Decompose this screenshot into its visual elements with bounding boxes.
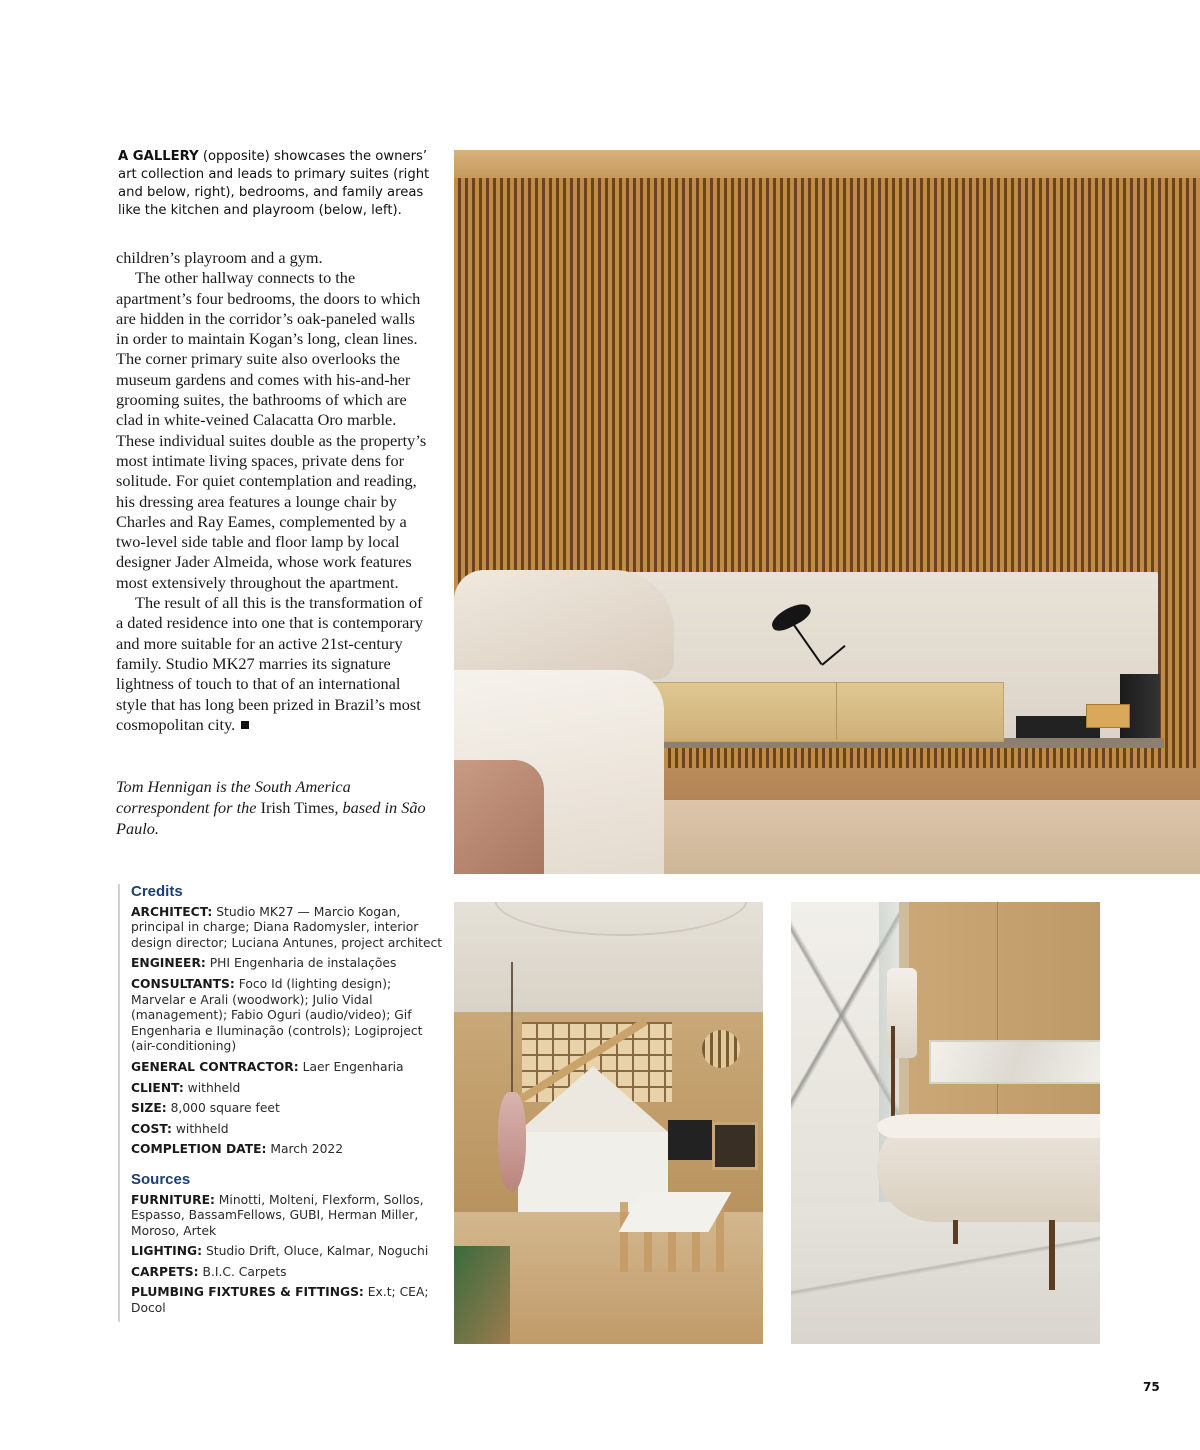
- credit-value: March 2022: [266, 1142, 344, 1157]
- source-key: PLUMBING FIXTURES & FITTINGS:: [131, 1285, 364, 1300]
- credits-sidebar: [118, 884, 443, 1322]
- author-bio: [116, 776, 428, 839]
- credit-value: Foco Id (lighting design); Marvelar e Arali (woodwork); Julio Vidal (management); Fabio Oguri (audio/video); Gif Engenharia e Iluminação (controls); Logiproject (air-conditioning): [131, 976, 423, 1054]
- article-body: [116, 248, 428, 735]
- credit-key: GENERAL CONTRACTOR:: [131, 1059, 299, 1074]
- credit-item: [131, 1101, 443, 1117]
- playhouse-roof: [518, 1066, 668, 1132]
- photo-caption: [118, 148, 436, 220]
- caption-text: (opposite) showcases the owners’ art collection and leads to primary suites (right and below, right), bedrooms, and family areas like the kitchen and playroom (below, left).: [118, 149, 430, 218]
- bathtub-rim: [877, 1114, 1100, 1138]
- drawer-seam: [836, 682, 837, 740]
- source-item: [131, 1244, 443, 1260]
- credit-value: Studio MK27 — Marcio Kogan, principal in charge; Diana Radomysler, interior design director; Luciana Antunes, project architect: [131, 904, 443, 950]
- credit-item: [131, 1122, 443, 1138]
- credit-value: withheld: [171, 1121, 229, 1136]
- credit-value: withheld: [183, 1080, 241, 1095]
- ceiling-band: [454, 150, 1200, 178]
- article-paragraph-3-text: The result of all this is the transformation of a dated residence into one that is contemporary and more suitable for an active 21st-century family. Studio MK27 marries its signature lightness of touch to that of an international style that has long been prized in Brazil’s most cosmopolitan city.: [116, 593, 423, 734]
- bio-publication: Irish Times: [260, 798, 335, 817]
- source-item: [131, 1265, 443, 1281]
- chalkboard: [712, 1122, 758, 1170]
- playhouse-door: [668, 1120, 712, 1160]
- credit-item: [131, 1081, 443, 1097]
- bio-text-a: Tom Hennigan is the South America correspondent for the: [116, 777, 351, 817]
- end-mark-icon: [241, 721, 249, 729]
- toy-table: [454, 1246, 510, 1344]
- bio-text-b: , based in São Paulo.: [116, 798, 426, 838]
- round-window: [702, 1030, 740, 1068]
- tub-leg: [1049, 1220, 1055, 1290]
- hanging-hammock: [498, 1092, 526, 1192]
- source-item: [131, 1193, 443, 1240]
- rug: [604, 800, 1200, 874]
- credit-item: [131, 977, 443, 1055]
- hammock-rope: [511, 962, 513, 1094]
- credit-key: COST:: [131, 1121, 172, 1136]
- credit-key: CONSULTANTS:: [131, 976, 235, 991]
- source-value: Studio Drift, Oluce, Kalmar, Noguchi: [202, 1244, 429, 1259]
- credit-item: [131, 905, 443, 952]
- article-paragraph-3: [116, 593, 428, 735]
- credit-key: ARCHITECT:: [131, 904, 213, 919]
- page-number: 75: [1143, 1380, 1160, 1394]
- blanket: [454, 760, 544, 874]
- faucet-icon: [891, 1026, 895, 1116]
- credit-item: [131, 1142, 443, 1158]
- source-key: CARPETS:: [131, 1264, 199, 1279]
- credit-key: ENGINEER:: [131, 956, 206, 971]
- bathroom-photo: [791, 902, 1100, 1344]
- credit-key: CLIENT:: [131, 1080, 184, 1095]
- bedroom-photo: [454, 150, 1200, 874]
- credit-value: 8,000 square feet: [166, 1101, 280, 1116]
- tub-leg: [953, 1220, 958, 1244]
- article-paragraph-1: children’s playroom and a gym.: [116, 248, 323, 267]
- credit-key: COMPLETION DATE:: [131, 1142, 267, 1157]
- playroom-photo: [454, 902, 763, 1344]
- credit-value: PHI Engenharia de instalações: [205, 956, 397, 971]
- source-value: B.I.C. Carpets: [198, 1264, 287, 1279]
- sources-title: Sources: [131, 1170, 191, 1188]
- nightstand-drawer: [652, 682, 1004, 742]
- marble-niche: [929, 1040, 1100, 1084]
- credit-item: [131, 1060, 443, 1076]
- wooden-box: [1086, 704, 1130, 728]
- bed-pillow: [454, 570, 674, 680]
- source-key: LIGHTING:: [131, 1244, 203, 1259]
- source-item: [131, 1285, 443, 1316]
- source-value: Ex.t; CEA; Docol: [131, 1285, 429, 1316]
- credits-title: Credits: [131, 883, 183, 900]
- credit-value: Laer Engenharia: [298, 1059, 404, 1074]
- caption-lead: A GALLERY: [118, 149, 199, 164]
- source-key: FURNITURE:: [131, 1192, 215, 1207]
- source-value: Minotti, Molteni, Flexform, Sollos, Espasso, BassamFellows, GUBI, Herman Miller, Moroso, Artek: [131, 1192, 424, 1238]
- article-paragraph-2: The other hallway connects to the apartment’s four bedrooms, the doors to which are hidden in the corridor’s oak-paneled walls in order to maintain Kogan’s long, clean lines. The corner primary suite also overlooks the museum gardens and comes with his-and-her grooming suites, the bathrooms of which are clad in white-veined Calacatta Oro marble. These individual suites double as the property’s most intimate living spaces, private dens for solitude. For quiet contemplation and reading, his dressing area features a lounge chair by Charles and Ray Eames, complemented by a two-level side table and floor lamp by local designer Jader Almeida, whose work features most extensively throughout the apartment.: [116, 268, 427, 592]
- credit-item: [131, 956, 443, 972]
- credit-key: SIZE:: [131, 1101, 167, 1116]
